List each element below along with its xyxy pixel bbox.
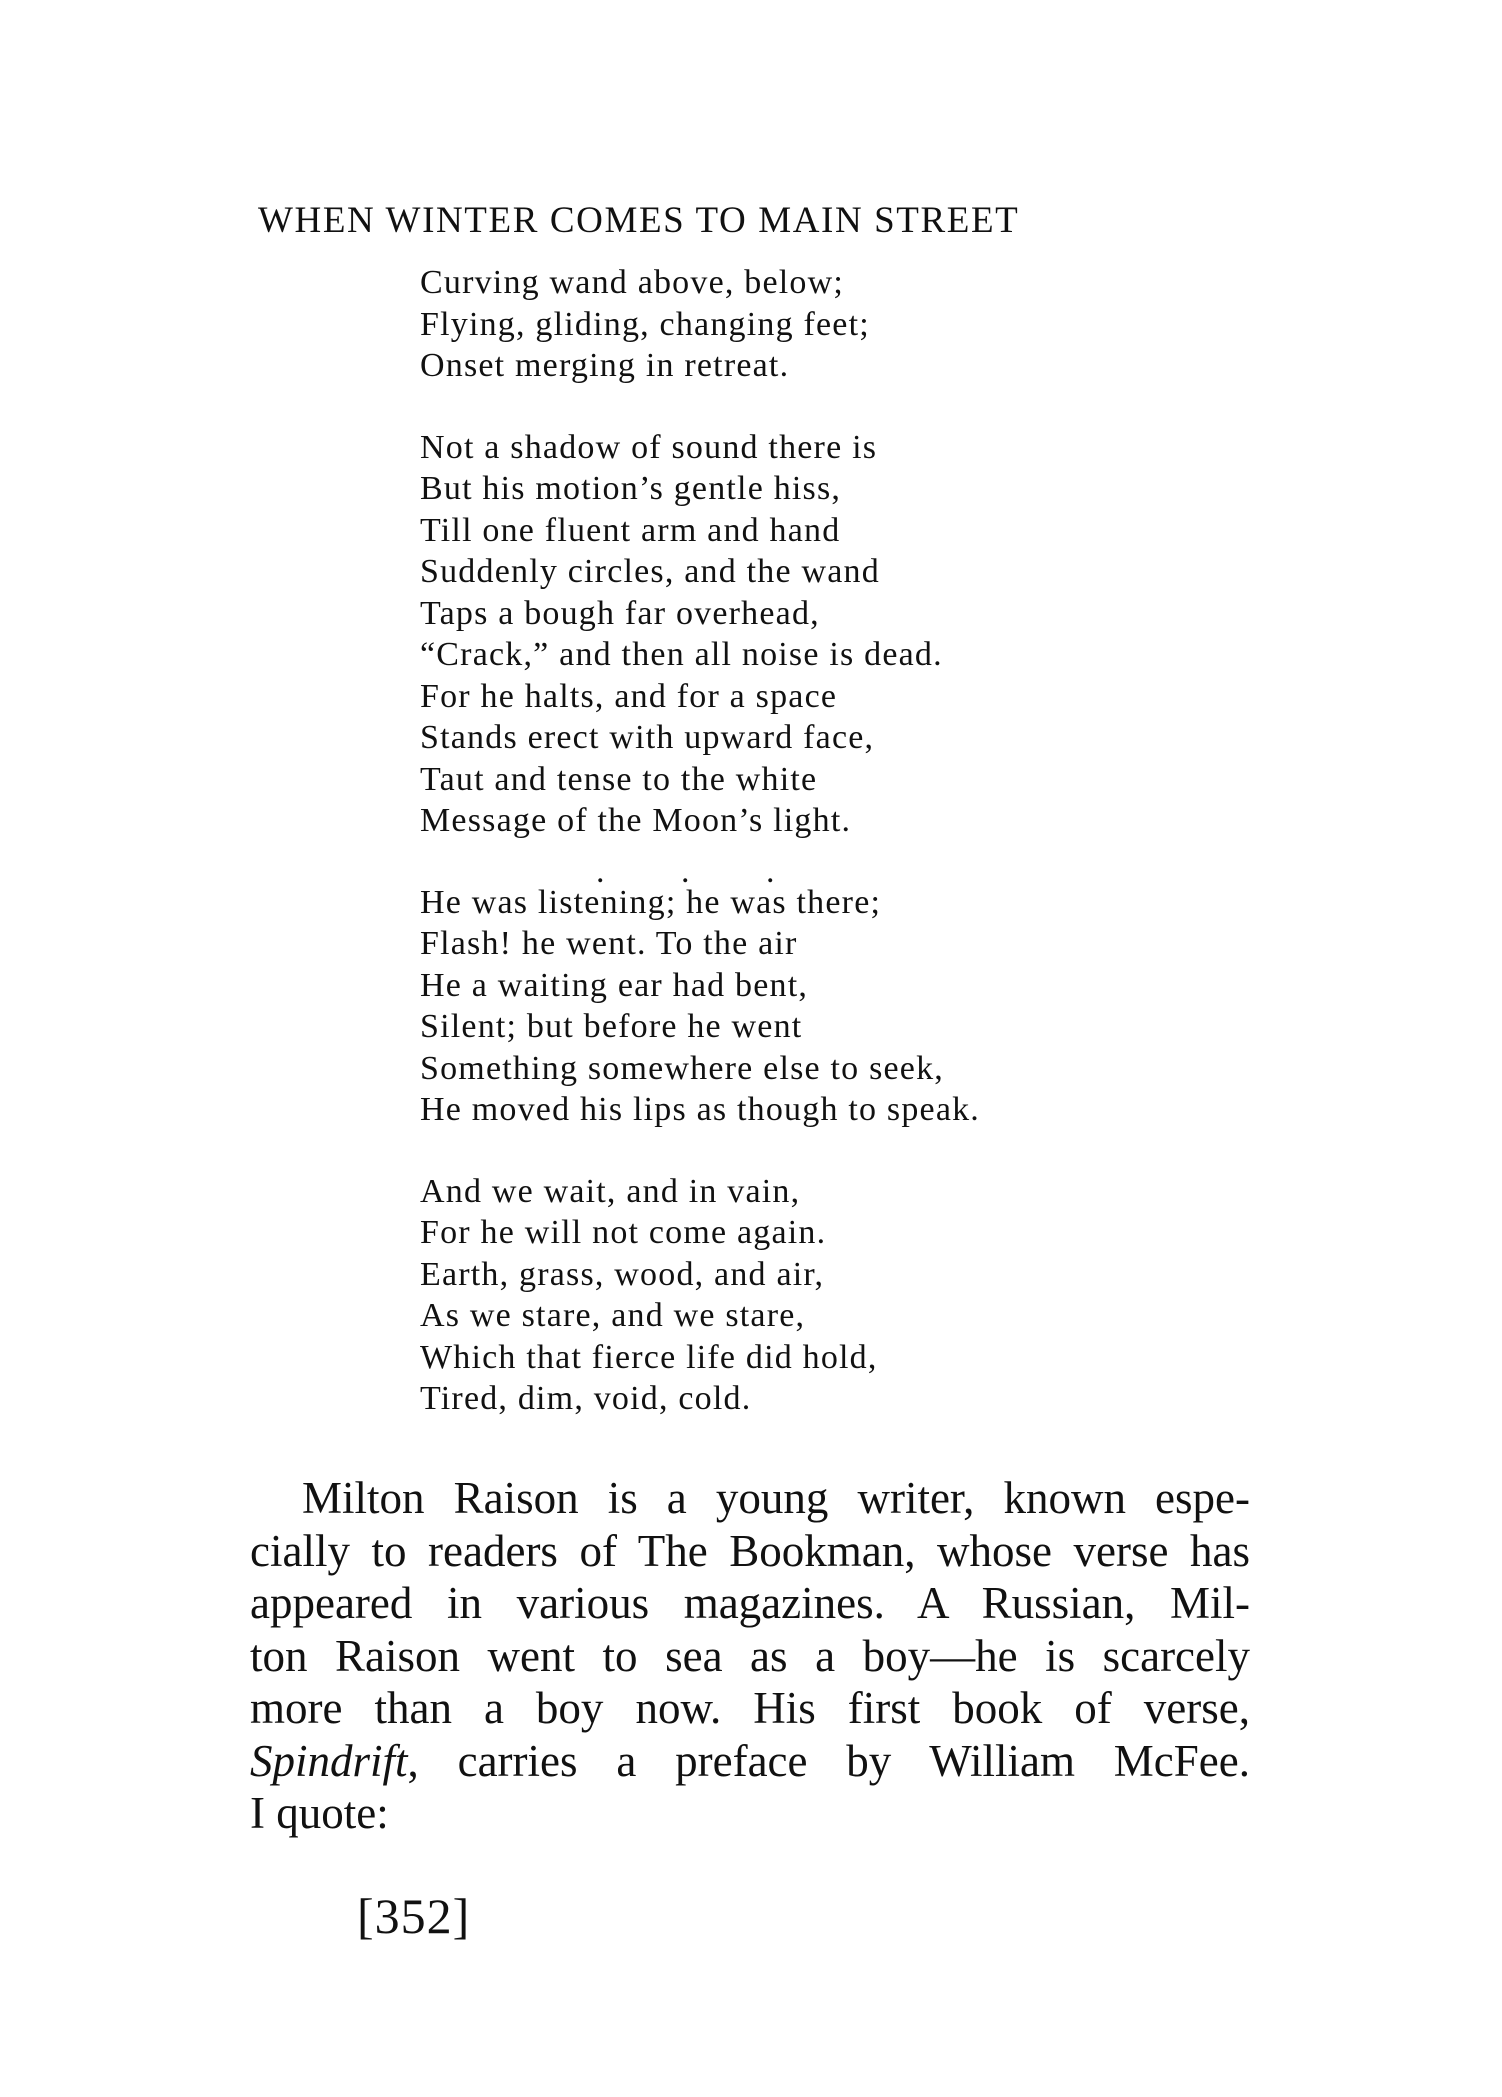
prose-line: Milton Raison is a young writer, known espe- xyxy=(302,1473,1250,1523)
poem-line: Till one fluent arm and hand xyxy=(420,511,841,549)
poem-line: Earth, grass, wood, and air, xyxy=(420,1255,825,1293)
running-head: WHEN WINTER COMES TO MAIN STREET xyxy=(258,200,1020,241)
poem-line: As we stare, and we stare, xyxy=(420,1297,806,1334)
poem-line: Which that fierce life did hold, xyxy=(420,1338,878,1376)
poem-line: Message of the Moon’s light. xyxy=(420,802,852,839)
poem-line: Taps a bough far overhead, xyxy=(420,594,820,632)
poem-line: Tired, dim, void, cold. xyxy=(420,1380,752,1417)
poem-line: “Crack,” and then all noise is dead. xyxy=(420,636,943,673)
poem-line: He moved his lips as though to speak. xyxy=(420,1091,981,1128)
prose-line-rest: , carries a preface by William McFee. xyxy=(407,1735,1250,1786)
poem-line: Flash! he went. To the air xyxy=(420,925,798,962)
poem-line: For he will not come again. xyxy=(420,1214,827,1251)
poem-stanza-1 xyxy=(420,262,1300,387)
page-number: [352] xyxy=(357,1888,471,1944)
poem-line: He was listening; he was there; xyxy=(420,883,882,921)
poem-line: Not a shadow of sound there is xyxy=(420,428,878,466)
prose-line: ton Raison went to sea as a boy—he is scarcely xyxy=(250,1630,1250,1681)
poem-line: Flying, gliding, changing feet; xyxy=(420,305,870,343)
poem-line: He a waiting ear had bent, xyxy=(420,966,809,1004)
poem-line: Taut and tense to the white xyxy=(420,760,818,798)
poem-line: Onset merging in retreat. xyxy=(420,347,790,384)
poem-line: But his motion’s gentle hiss, xyxy=(420,470,842,507)
poem-line: Stands erect with upward face, xyxy=(420,719,875,756)
poem-line: And we wait, and in vain, xyxy=(420,1172,801,1210)
prose-line: I quote: xyxy=(250,1788,389,1838)
stanza-separator: . . . xyxy=(596,853,809,890)
prose-line: cially to readers of The Bookman, whose verse has xyxy=(250,1525,1250,1576)
poem-stanza-3 xyxy=(420,882,1300,1131)
poem-line: Silent; but before he went xyxy=(420,1008,803,1045)
poem-stanza-4 xyxy=(420,1171,1300,1420)
prose-paragraph xyxy=(250,1472,1250,1840)
poem-line: Suddenly circles, and the wand xyxy=(420,553,880,590)
poem-line: Something somewhere else to seek, xyxy=(420,1049,944,1087)
poem-stanza-2 xyxy=(420,427,1300,842)
poem xyxy=(420,262,1300,1420)
poem-line: Curving wand above, below; xyxy=(420,264,845,301)
prose-line xyxy=(250,1735,1250,1788)
prose-line: more than a boy now. His first book of verse, xyxy=(250,1683,1250,1733)
prose-line: appeared in various magazines. A Russian, Mil- xyxy=(250,1578,1250,1628)
book-title: Spindrift xyxy=(250,1735,408,1786)
poem-line: For he halts, and for a space xyxy=(420,677,838,715)
